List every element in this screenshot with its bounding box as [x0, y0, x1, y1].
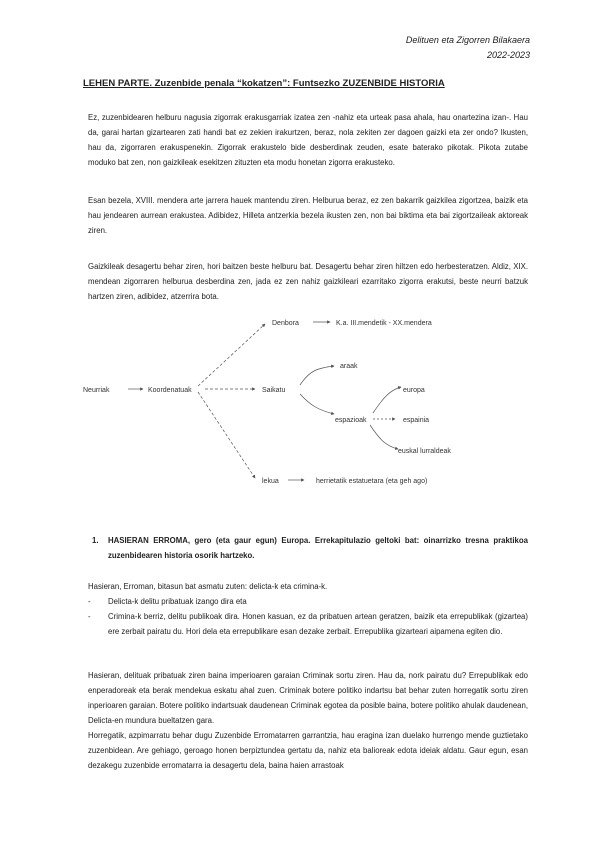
- numbered-item: [92, 533, 528, 563]
- node-denbora-detail: K.a. III.mendetik - XX.mendera: [336, 320, 432, 327]
- node-lekua-detail: herrietatik estatuetara (eta geh ago): [316, 478, 428, 485]
- paragraph-1: Ez, zuzenbidearen helburu nagusia zigorrak erakusgarriak izatea zen -nahiz eta urteak pasa ahala, hau onartezina izan-. Hau da, garai hartan gizartearen zati handi bat ez zekien irakurtzen, beraz, nola zekiten zer dagoen gaizki eta zer ondo? Ikusten, hau da, zigorraren erakuspenekin. Zigorrak erakustelo bide desberdinak zeuden, esate baterako pikotak. Pikota zutabe moduko bat zen, non gaizkileak esekitzen zituzten eta modu honetan zigorra erakusteko.: [88, 113, 528, 167]
- node-saikatu: Saikatu: [262, 387, 286, 394]
- list-item: [88, 594, 528, 609]
- closing-paragraph-1: Hasieran, delituak pribatuak ziren baina imperioaren garaian Criminak sortu ziren. Hau da, nork pairatu du? Errepublikak edo enperadoreak eta berak mendekua eskatu ahal zuen. Criminak botere politiko indartsu bat behar zuten horregatik sortu ziren inperioaren garaian. Botere politiko indartsuak daudenean Criminak egotea da posible baina, botere politiko ahulak daudenean, Delicta-en mundura bueltatzen gara.: [88, 671, 528, 725]
- node-lekua: lekua: [262, 478, 279, 485]
- paragraph-3: Gaizkileak desagertu behar ziren, hori baitzen beste helburu bat. Desagertu behar ziren hiltzen edo herbesteratzen. Aldiz, XIX. mendean zigorraren helburua desberdina zen, jada ez zen nahiz gaizkileari ezarritako zigorra erakutsi, beste neurri batzuk hartzen ziren, adibidez, atzerrira bota.: [88, 262, 528, 301]
- bullet-dash: -: [88, 597, 91, 606]
- list-item: [88, 609, 528, 639]
- section-title: LEHEN PARTE. Zuzenbide penala “kokatzen”: Funtsezko ZUZENBIDE HISTORIA: [83, 78, 445, 89]
- item-number: 1.: [92, 536, 99, 545]
- node-espainia: espainia: [403, 417, 430, 424]
- paragraph-2: Esan bezela, XVIII. mendera arte jarrera hauek mantendu ziren. Helburua beraz, ez zen bakarrik gaizkilea zigortzea, baizik eta hau jendearen aurrean erakustea. Adibidez, Hilleta antzerkia bezela ikusten zen, non bai biktima eta bai zigortzaileak aktoreak ziren.: [88, 196, 528, 235]
- academic-year: 2022-2023: [486, 50, 530, 60]
- course-title: Delituen eta Zigorren Bilakaera: [405, 35, 530, 45]
- bullet-dash: -: [88, 612, 91, 621]
- node-denbora: Denbora: [272, 320, 299, 327]
- diagram-connectors: [128, 322, 401, 480]
- item-text: HASIERAN ERROMA, gero (eta gaur egun) Europa. Errekapitulazio geltoki bat: oinarrizko tresna praktikoa zuzenbidearen historia osorik hartzeko.: [108, 536, 528, 560]
- node-neurriak: Neurriak: [83, 387, 110, 394]
- intro-line: Hasieran, Erroman, bitasun bat asmatu zuten: delicta-k eta crimina-k.: [88, 582, 328, 591]
- node-araak: araak: [340, 363, 358, 370]
- bullet-list: [88, 594, 528, 639]
- node-europa: europa: [403, 387, 425, 394]
- list-item-text: Delicta-k delitu pribatuak izango dira eta: [108, 597, 247, 606]
- node-euskal-lurraldeak: euskal lurraldeak: [398, 448, 451, 455]
- list-item-text: Crimina-k berriz, delitu publikoak dira. Honen kasuan, ez da pribatuen artean geratzen, baizik eta errepublikak (gizartea) ere zerbait pairatu du. Hori dela eta errepublikare esan dezake zerbait. Errepublika gizarteari aipamena egiten dio.: [108, 612, 528, 636]
- node-espazioak: espazioak: [335, 417, 367, 424]
- closing-paragraph-2: Horregatik, azpimarratu behar dugu Zuzenbide Erromatarren garrantzia, hau eragina izan duelako hurrengo mende guztietako zuzenbidean. Are gehiago, geroago honen berpiztundea gertatu da, nahiz eta balioreak edota ideiak aldatu. Gaur egun, esan dezakegu zuzenbide erromatarra ia desagertu dela, baina haien arrastoak: [88, 731, 528, 770]
- node-koordenatuak: Koordenatuak: [148, 387, 192, 394]
